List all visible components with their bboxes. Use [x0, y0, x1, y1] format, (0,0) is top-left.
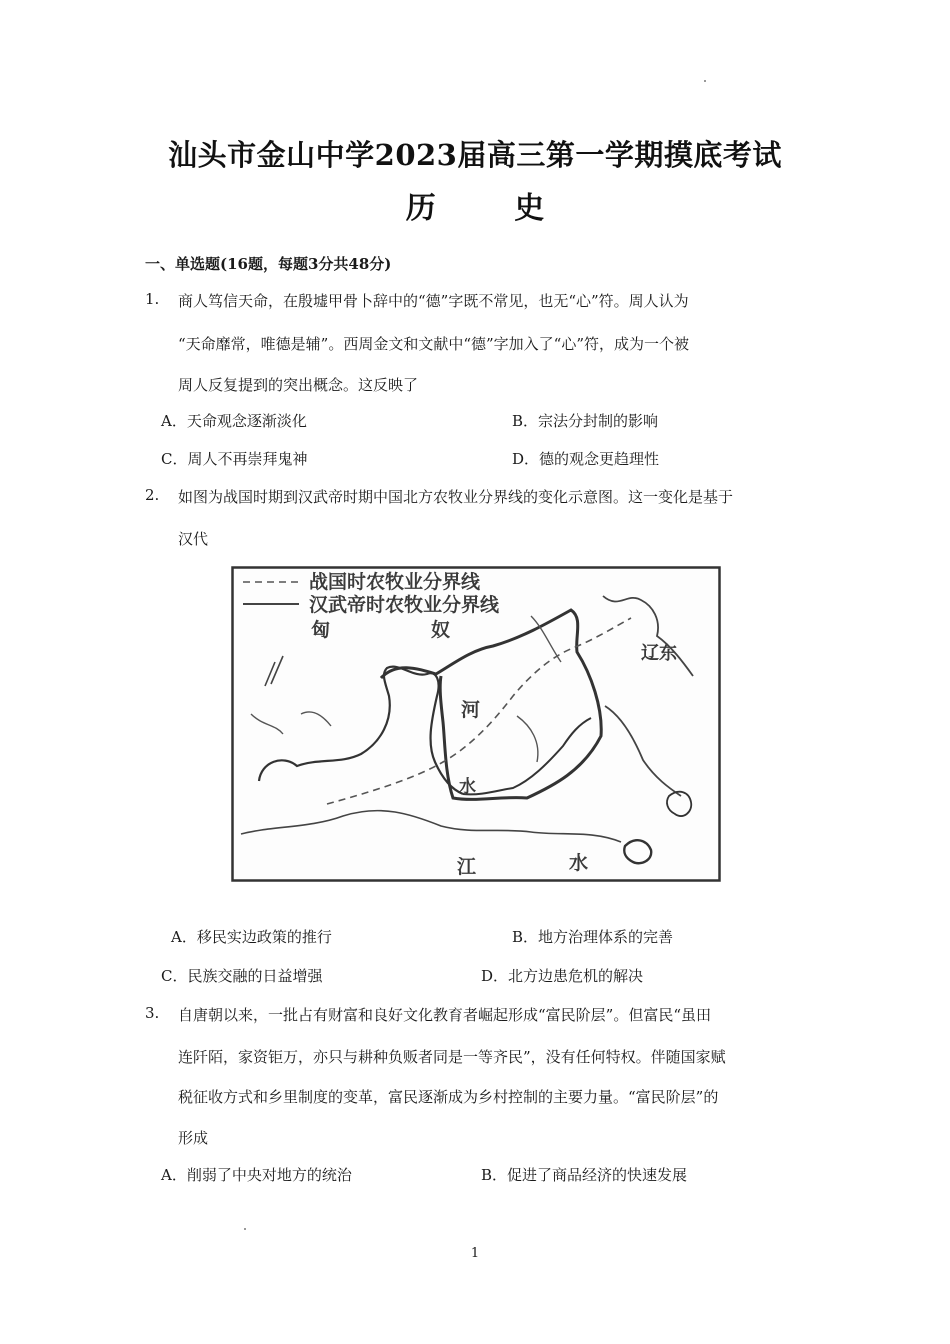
question-text-line: 自唐朝以来，一批占有财富和良好文化教育者崛起形成“富民阶层”。但富民“虽田 [178, 1006, 712, 1024]
option-c: C．周人不再崇拜鬼神 [161, 450, 308, 468]
option-a: A．削弱了中央对地方的统治 [161, 1166, 352, 1184]
boundary-map [231, 566, 721, 882]
question-number: 2. [145, 486, 160, 504]
subject-title: 历 史 [405, 191, 579, 226]
option-d: D．德的观念更趋理性 [512, 450, 660, 468]
map-label-shui-yangtze: 水 [569, 852, 589, 874]
page-number: 1 [470, 1246, 480, 1261]
map-label-liaodong: 辽东 [641, 643, 677, 664]
legend-han-label: 汉武帝时农牧业分界线 [309, 594, 500, 616]
option-a: A．移民实边政策的推行 [171, 928, 332, 946]
map-label-shui-yellow: 水 [459, 777, 476, 797]
option-b: B．宗法分封制的影响 [512, 412, 659, 430]
question-number: 1. [145, 290, 160, 308]
question-text-line: 形成 [178, 1129, 209, 1147]
option-b: B．地方治理体系的完善 [512, 928, 674, 946]
scan-speck [704, 80, 706, 82]
boundary-map-figure [231, 566, 721, 882]
legend-warring-label: 战国时农牧业分界线 [309, 571, 481, 593]
map-label-he: 河 [461, 699, 481, 721]
question-text-line: 如图为战国时期到汉武帝时期中国北方农牧业分界线的变化示意图。这一变化是基于 [178, 488, 734, 506]
option-a: A．天命观念逐渐淡化 [161, 412, 307, 430]
option-c: C．民族交融的日益增强 [161, 967, 323, 985]
option-d: D．北方边患危机的解决 [481, 967, 644, 985]
question-text-line: 汉代 [178, 530, 209, 548]
option-b: B．促进了商品经济的快速发展 [481, 1166, 688, 1184]
question-text-line: “天命靡常，唯德是辅”。西周金文和文献中“德”字加入了“心”符，成为一个被 [178, 335, 690, 353]
section-heading: 一、单选题(16题，每题3分共48分) [145, 255, 392, 273]
exam-title: 汕头市金山中学2023届高三第一学期摸底考试 [168, 138, 782, 172]
question-text-line: 周人反复提到的突出概念。这反映了 [178, 376, 419, 394]
map-label-jiang: 江 [457, 856, 477, 878]
question-text-line: 商人笃信天命，在殷墟甲骨卜辞中的“德”字既不常见，也无“心”符。周人认为 [178, 292, 689, 310]
map-label-xiong: 匈 [311, 619, 331, 641]
question-number: 3. [145, 1004, 160, 1022]
scan-speck [244, 1228, 246, 1230]
question-text-line: 连阡陌，家资钜万，亦只与耕种负贩者同是一等齐民”，没有任何特权。伴随国家赋 [178, 1048, 726, 1066]
question-text-line: 税征收方式和乡里制度的变革，富民逐渐成为乡村控制的主要力量。“富民阶层”的 [178, 1088, 719, 1106]
map-label-nu: 奴 [431, 619, 451, 641]
